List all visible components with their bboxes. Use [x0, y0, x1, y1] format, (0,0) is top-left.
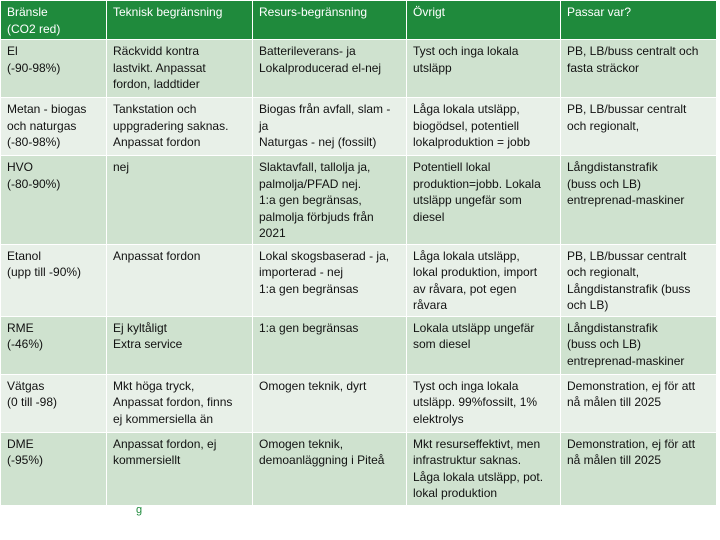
stray-mark: g	[136, 504, 143, 516]
cell-text-line: Lokala utsläpp ungefär	[413, 320, 535, 335]
cell-text-line: Låga lokala utsläpp,	[413, 102, 520, 116]
cell-fuel	[1, 432, 107, 505]
cell-resource-limitation	[253, 98, 407, 156]
cell-text-line: kommersiellt	[113, 453, 181, 467]
cell-text-line: (-95%)	[7, 453, 44, 467]
cell-text-line: Anpassat fordon	[113, 135, 201, 149]
cell-text-line: Ej kyltåligt	[113, 320, 168, 335]
cell-text-line: (CO2 red)	[7, 21, 61, 36]
header-cell-suitable-where	[561, 1, 717, 40]
cell-text-line: nå målen till 2025	[567, 395, 662, 409]
cell-text-line: HVO	[7, 160, 34, 174]
table-row	[1, 98, 717, 156]
cell-text-line: (upp till -90%)	[7, 265, 82, 279]
cell-text-line: produktion=jobb. Lokala	[413, 176, 541, 191]
cell-text-line: (-80-90%)	[7, 176, 61, 191]
cell-text-line: Passar var?	[567, 5, 632, 19]
cell-other	[407, 244, 561, 316]
cell-text-line: Extra service	[113, 337, 183, 351]
cell-fuel	[1, 40, 107, 98]
cell-text-line: Mkt resurseffektivt, men	[413, 436, 541, 451]
cell-text-line: Mkt höga tryck,	[113, 378, 195, 393]
cell-text-line: Låga lokala utsläpp, pot.	[413, 469, 544, 484]
cell-text-line: ej kommersiella än	[113, 411, 214, 426]
cell-text-line: Tyst och inga lokala	[413, 44, 519, 58]
cell-text-line: DME	[7, 436, 34, 451]
cell-text-line: demoanläggning i Piteå	[259, 453, 385, 467]
cell-text-line: Långdistanstrafik (buss	[567, 281, 691, 296]
cell-text-line: Anpassat fordon, finns	[113, 395, 233, 409]
cell-text-line: och LB)	[567, 298, 609, 312]
table-row	[1, 316, 717, 374]
cell-text-line: utsläpp	[413, 60, 452, 75]
cell-text-line: av råvara, pot egen	[413, 281, 517, 296]
cell-text-line: Naturgas - nej (fossilt)	[259, 135, 377, 149]
cell-suitable-where	[561, 40, 717, 98]
cell-text-line: entreprenad-maskiner	[567, 353, 685, 368]
cell-text-line: lastvikt. Anpassat	[113, 60, 206, 75]
cell-text-line: Omogen teknik,	[259, 436, 344, 451]
cell-text-line: lokal produktion, import	[413, 265, 538, 279]
cell-fuel	[1, 156, 107, 245]
cell-text-line: (-90-98%)	[7, 60, 61, 75]
header-cell-resource-limitation	[253, 1, 407, 40]
cell-resource-limitation	[253, 244, 407, 316]
cell-technical-limitation	[107, 316, 253, 374]
table-row	[1, 374, 717, 432]
cell-text-line: Potentiell lokal	[413, 160, 491, 174]
cell-text-line: 2021	[259, 226, 286, 240]
cell-resource-limitation	[253, 432, 407, 505]
cell-resource-limitation	[253, 316, 407, 374]
cell-other	[407, 156, 561, 245]
cell-technical-limitation	[107, 244, 253, 316]
cell-other	[407, 374, 561, 432]
cell-text-line: PB, LB/buss centralt och	[567, 44, 699, 58]
cell-text-line: Räckvidd kontra	[113, 44, 200, 58]
cell-text-line: nej	[113, 160, 130, 174]
table-row	[1, 432, 717, 505]
cell-text-line: Bränsle	[7, 5, 48, 19]
cell-text-line: (buss och LB)	[567, 176, 642, 191]
cell-text-line: 1:a gen begränsas	[259, 320, 359, 335]
cell-text-line: och naturgas	[7, 118, 77, 133]
cell-other	[407, 432, 561, 505]
cell-text-line: 1:a gen begränsas	[259, 281, 359, 296]
cell-text-line: palmolja/PFAD nej.	[259, 176, 362, 191]
cell-text-line: (-46%)	[7, 337, 44, 351]
cell-text-line: entreprenad-maskiner	[567, 193, 685, 207]
cell-text-line: råvara	[413, 298, 448, 312]
cell-suitable-where	[561, 244, 717, 316]
cell-text-line: Lokalproducerad el-nej	[259, 60, 382, 75]
cell-text-line: Låga lokala utsläpp,	[413, 248, 520, 263]
cell-text-line: fasta sträckor	[567, 60, 640, 75]
cell-fuel	[1, 316, 107, 374]
cell-text-line: Omogen teknik, dyrt	[259, 378, 367, 393]
cell-text-line: biogödsel, potentiell	[413, 118, 520, 133]
cell-text-line: uppgradering saknas.	[113, 118, 229, 133]
cell-resource-limitation	[253, 40, 407, 98]
header-cell-other	[407, 1, 561, 40]
cell-text-line: och regionalt,	[567, 118, 640, 133]
cell-text-line: utsläpp ungefär som	[413, 193, 522, 207]
cell-technical-limitation	[107, 432, 253, 505]
cell-technical-limitation	[107, 156, 253, 245]
cell-suitable-where	[561, 374, 717, 432]
cell-text-line: PB, LB/bussar centralt	[567, 248, 687, 263]
cell-text-line: Lokal skogsbaserad - ja,	[259, 248, 390, 263]
cell-text-line: elektrolys	[413, 411, 464, 426]
cell-other	[407, 98, 561, 156]
cell-text-line: Metan - biogas	[7, 102, 87, 116]
cell-technical-limitation	[107, 40, 253, 98]
cell-text-line: Demonstration, ej för att	[567, 436, 696, 451]
cell-fuel	[1, 374, 107, 432]
cell-text-line: Långdistanstrafik	[567, 320, 658, 335]
cell-text-line: nå målen till 2025	[567, 453, 662, 467]
cell-text-line: Långdistanstrafik	[567, 160, 658, 174]
table-row	[1, 156, 717, 245]
cell-text-line: infrastruktur saknas.	[413, 453, 522, 467]
cell-text-line: RME	[7, 320, 34, 335]
cell-text-line: Etanol	[7, 248, 42, 263]
cell-text-line: Vätgas	[7, 378, 45, 393]
cell-text-line: Slaktavfall, tallolja ja,	[259, 160, 371, 174]
cell-suitable-where	[561, 98, 717, 156]
cell-text-line: ja	[259, 118, 269, 133]
cell-text-line: PB, LB/bussar centralt	[567, 102, 687, 116]
cell-resource-limitation	[253, 374, 407, 432]
cell-text-line: utsläpp. 99%fossilt, 1%	[413, 395, 538, 409]
cell-text-line: Anpassat fordon	[113, 248, 201, 263]
cell-suitable-where	[561, 156, 717, 245]
cell-other	[407, 316, 561, 374]
header-cell-technical-limitation	[107, 1, 253, 40]
cell-suitable-where	[561, 316, 717, 374]
cell-text-line: (0 till -98)	[7, 395, 58, 409]
cell-resource-limitation	[253, 156, 407, 245]
cell-text-line: Batterileverans- ja	[259, 44, 356, 58]
table-row	[1, 40, 717, 98]
cell-text-line: 1:a gen begränsas,	[259, 193, 362, 207]
cell-text-line: palmolja förbjuds från	[259, 209, 374, 224]
cell-text-line: och regionalt,	[567, 265, 640, 279]
cell-text-line: Övrigt	[413, 5, 446, 19]
table-header-row	[1, 1, 717, 40]
cell-text-line: fordon, laddtider	[113, 77, 200, 91]
cell-text-line: Resurs-begränsning	[259, 5, 368, 19]
cell-text-line: lokal produktion	[413, 486, 498, 500]
cell-fuel	[1, 244, 107, 316]
cell-text-line: diesel	[413, 209, 445, 224]
cell-text-line: (-80-98%)	[7, 135, 61, 149]
header-cell-fuel	[1, 1, 107, 40]
cell-technical-limitation	[107, 98, 253, 156]
cell-suitable-where	[561, 432, 717, 505]
table-row	[1, 244, 717, 316]
cell-text-line: lokalproduktion = jobb	[413, 135, 531, 149]
cell-other	[407, 40, 561, 98]
cell-text-line: Demonstration, ej för att	[567, 378, 696, 393]
cell-text-line: Tyst och inga lokala	[413, 378, 519, 393]
cell-technical-limitation	[107, 374, 253, 432]
cell-text-line: El	[7, 44, 18, 58]
cell-text-line: som diesel	[413, 337, 471, 351]
cell-text-line: Biogas från avfall, slam -	[259, 102, 391, 116]
cell-text-line: Tankstation och	[113, 102, 197, 116]
cell-text-line: (buss och LB)	[567, 337, 642, 351]
cell-text-line: Anpassat fordon, ej	[113, 436, 217, 451]
cell-text-line: importerad - nej	[259, 265, 344, 279]
cell-fuel	[1, 98, 107, 156]
cell-text-line: Teknisk begränsning	[113, 5, 223, 19]
